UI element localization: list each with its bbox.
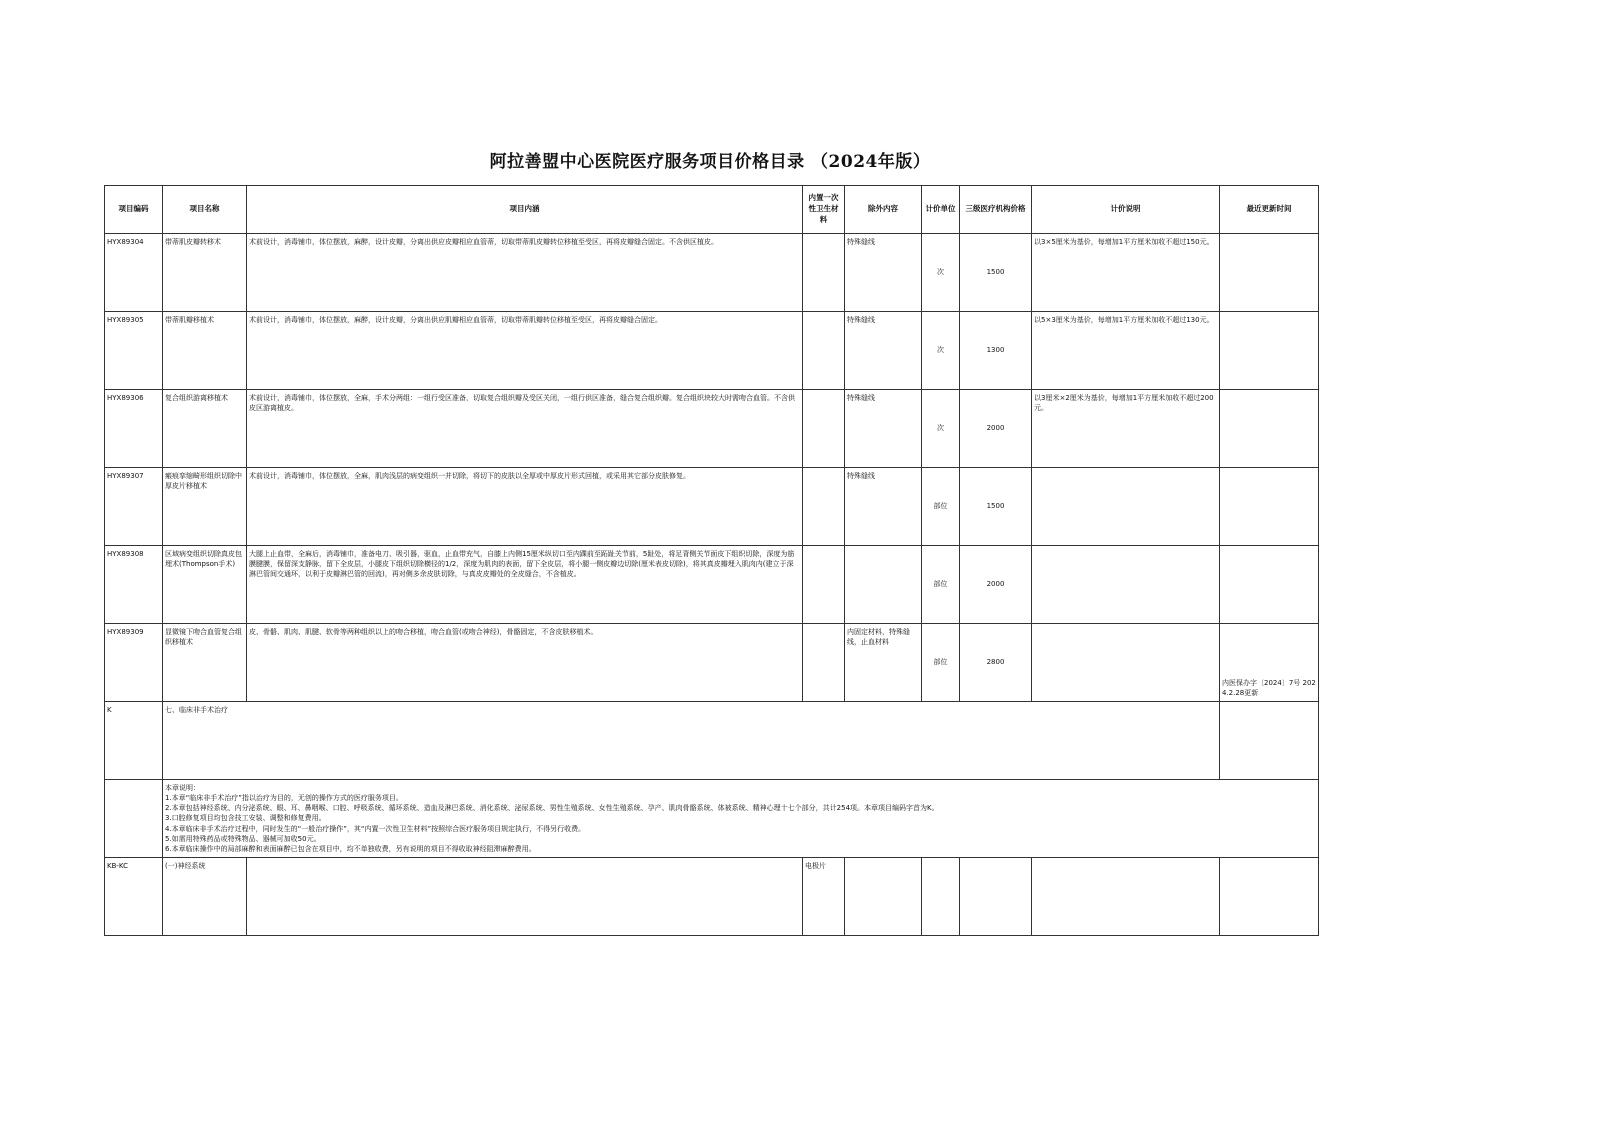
cell-name: 复合组织游离移植术 [163, 390, 247, 468]
cell-content: 术前设计，消毒铺巾，体位摆放，麻醉，设计皮瓣，分离出供应皮瓣相应血管蒂，切取带蒂肌皮瓣转位移植至受区，再将皮瓣缝合固定。不含供区植皮。 [247, 234, 803, 312]
header-code: 项目编码 [105, 186, 163, 234]
cell-note [1032, 468, 1220, 546]
note-line: 5.如需用特殊药品或特殊物品、器械可加收50元。 [165, 834, 321, 843]
cell-excluded [845, 858, 922, 936]
header-note: 计价说明 [1032, 186, 1220, 234]
table-row [105, 468, 1319, 546]
section-updated [1220, 702, 1319, 780]
cell-unit: 部位 [922, 624, 960, 702]
cell-price [960, 858, 1032, 936]
cell-price: 2000 [960, 546, 1032, 624]
cell-unit: 次 [922, 234, 960, 312]
cell-price: 2800 [960, 624, 1032, 702]
note-line: 本章说明： [165, 784, 200, 792]
cell-consumable [803, 390, 845, 468]
cell-name: 带蒂肌瓣移植术 [163, 312, 247, 390]
table-row [105, 624, 1319, 702]
cell-content: 术前设计，消毒铺巾，体位摆放，全麻，肌肉浅层的病变组织一并切除，将切下的皮肤以全厚或中厚皮片形式回植，或采用其它部分皮肤修复。 [247, 468, 803, 546]
cell-note: 以3厘米×2厘米为基价，每增加1平方厘米加收不超过200元。 [1032, 390, 1220, 468]
cell-code: HYX89304 [105, 234, 163, 312]
cell-updated [1220, 858, 1319, 936]
table-row [105, 858, 1319, 936]
cell-note: 以3×5厘米为基价，每增加1平方厘米加收不超过150元。 [1032, 234, 1220, 312]
cell-note [1032, 858, 1220, 936]
table-row [105, 312, 1319, 390]
table-header-row [105, 186, 1319, 234]
cell-updated: 内医保办字〔2024〕7号 2024.2.28更新 [1220, 624, 1319, 702]
cell-content: 皮、骨骼、肌肉、肌腱、软骨等两种组织以上的吻合移植，吻合血管(或吻合神经)，骨骼固定，不含皮肤移植术。 [247, 624, 803, 702]
cell-content: 术前设计，消毒铺巾，体位摆放，麻醉，设计皮瓣，分离出供应肌瓣相应血管蒂，切取带蒂肌瓣转位移植至受区，再将皮瓣缝合固定。 [247, 312, 803, 390]
table-row [105, 546, 1319, 624]
cell-updated [1220, 468, 1319, 546]
cell-unit: 次 [922, 390, 960, 468]
cell-consumable [803, 624, 845, 702]
cell-consumable [803, 234, 845, 312]
cell-excluded [845, 546, 922, 624]
cell-code: HYX89308 [105, 546, 163, 624]
cell-name: 瘢痕挛缩畸形组织切除中厚皮片移植术 [163, 468, 247, 546]
cell-excluded: 特殊缝线 [845, 390, 922, 468]
table-row [105, 390, 1319, 468]
price-catalog-table [104, 185, 1319, 936]
cell-content [247, 858, 803, 936]
note-line: 1.本章“临床非手术治疗”指以治疗为目的，无创的操作方式的医疗服务项目。 [165, 794, 403, 803]
cell-unit: 部位 [922, 546, 960, 624]
cell-updated [1220, 312, 1319, 390]
chapter-notes [163, 780, 1319, 858]
cell-code: HYX89306 [105, 390, 163, 468]
cell-name: 显微镜下吻合血管复合组织移植术 [163, 624, 247, 702]
cell-note [1032, 624, 1220, 702]
header-updated: 最近更新时间 [1220, 186, 1319, 234]
header-excluded: 除外内容 [845, 186, 922, 234]
cell-updated [1220, 546, 1319, 624]
header-consumable: 内置一次性卫生材料 [803, 186, 845, 234]
cell-name: 带蒂肌皮瓣转移术 [163, 234, 247, 312]
cell-code: HYX89305 [105, 312, 163, 390]
cell-content: 术前设计，消毒铺巾，体位摆放，全麻，手术分两组：一组行受区准备，切取复合组织瓣及受区关闭，一组行供区准备，缝合复合组织瓣。复合组织块较大时需吻合血管。不含供皮区游离植皮。 [247, 390, 803, 468]
page-title: 阿拉善盟中心医院医疗服务项目价格目录 （2024年版） [489, 152, 931, 172]
cell-note: 以5×3厘米为基价，每增加1平方厘米加收不超过130元。 [1032, 312, 1220, 390]
note-line: 6.本章临床操作中的局部麻醉和表面麻醉已包含在项目中，均不单独收费，另有说明的项目不得收取神经阻滞麻醉费用。 [165, 844, 536, 853]
header-name: 项目名称 [163, 186, 247, 234]
cell-name: (一)神经系统 [163, 858, 247, 936]
cell-excluded: 内固定材料，特殊缝线，止血材料 [845, 624, 922, 702]
cell-price: 2000 [960, 390, 1032, 468]
cell-name: 区域病变组织切除真皮包埋术(Thompson手术) [163, 546, 247, 624]
header-unit: 计价单位 [922, 186, 960, 234]
cell-code: KB-KC [105, 858, 163, 936]
cell-content: 大腿上止血带，全麻后，消毒铺巾，准备电刀、吸引器，驱血，止血带充气，自膝上内侧15厘米纵切口至内踝前至跖趾关节前，5趾处，将足背侧关节面皮下组织切除，深度为筋膜腱膜，保留深支静脉，留下全皮层，小腿皮下组织切除横径的1/2，深度为肌肉的表面，留下全皮层，将小腿一侧皮瓣边切除(厘米表皮切除)，将其真皮瓣埋入肌肉内(建立于深淋巴管间交通环，以利于皮瓣淋巴管的回流)，再对侧多余皮肤切除，与真皮皮瓣处的全皮缝合，不含植皮。 [247, 546, 803, 624]
table-row [105, 234, 1319, 312]
cell-note [1032, 546, 1220, 624]
cell-consumable [803, 468, 845, 546]
section-label: 七、临床非手术治疗 [163, 702, 1220, 780]
cell-excluded: 特殊缝线 [845, 468, 922, 546]
cell-updated [1220, 234, 1319, 312]
cell-price: 1500 [960, 468, 1032, 546]
cell-excluded: 特殊缝线 [845, 312, 922, 390]
cell-code: HYX89307 [105, 468, 163, 546]
notes-row [105, 780, 1319, 858]
cell-consumable [803, 312, 845, 390]
cell-price: 1500 [960, 234, 1032, 312]
cell-updated [1220, 390, 1319, 468]
cell-unit: 次 [922, 312, 960, 390]
cell-consumable: 电极片 [803, 858, 845, 936]
cell-unit [922, 858, 960, 936]
note-line: 2.本章包括神经系统、内分泌系统、眼、耳、鼻咽喉、口腔、呼吸系统、循环系统、造血及淋巴系统、消化系统、泌尿系统、男性生殖系统、女性生殖系统、孕产、肌肉骨骼系统、体被系统、精神心理十七个部分，共计254项。本章项目编码字首为K。 [165, 804, 939, 813]
cell-unit: 部位 [922, 468, 960, 546]
header-price: 三级医疗机构价格 [960, 186, 1032, 234]
cell-code: HYX89309 [105, 624, 163, 702]
cell-excluded: 特殊缝线 [845, 234, 922, 312]
note-line: 3.口腔修复项目均包含技工安装、调整和修复费用。 [165, 814, 326, 823]
notes-code [105, 780, 163, 858]
cell-consumable [803, 546, 845, 624]
section-code: K [105, 702, 163, 780]
cell-price: 1300 [960, 312, 1032, 390]
section-row [105, 702, 1319, 780]
note-line: 4.本章临床非手术治疗过程中，同时发生的“一般治疗操作”，其“内置一次性卫生材料”按照综合医疗服务项目规定执行，不得另行收费。 [165, 824, 586, 833]
header-content: 项目内涵 [247, 186, 803, 234]
